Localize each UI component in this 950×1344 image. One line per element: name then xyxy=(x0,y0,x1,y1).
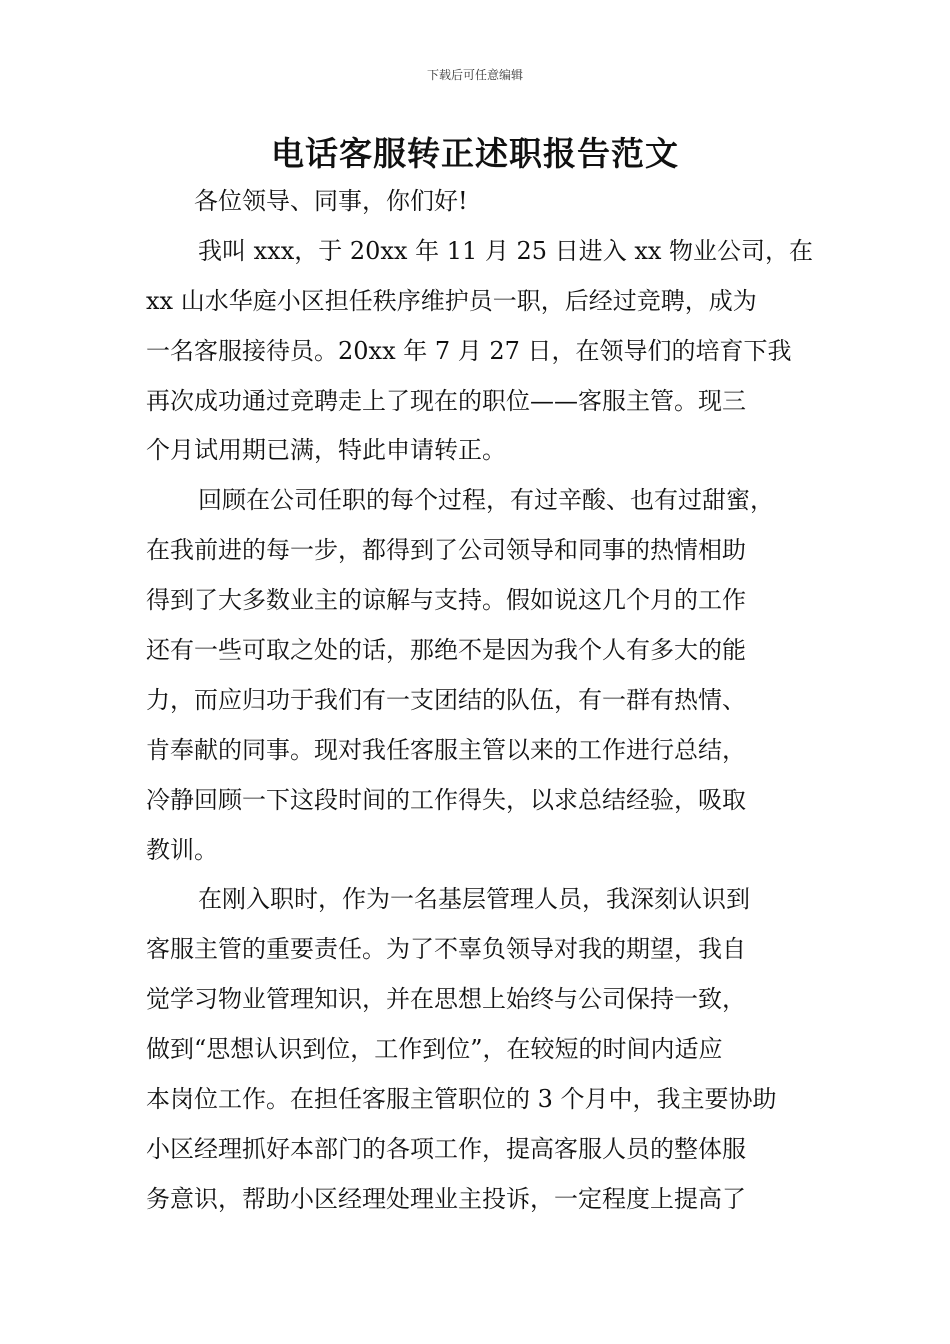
paragraph-line: 客服主管的重要责任。为了不辜负领导对我的期望，我自 xyxy=(146,935,746,964)
paragraph-line: 教训。 xyxy=(146,835,218,864)
paragraph-line: 再次成功通过竞聘走上了现在的职位——客服主管。现三 xyxy=(146,386,746,415)
paragraph-line: 一名客服接待员。20xx 年 7 月 27 日，在领导们的培育下我 xyxy=(146,336,792,365)
paragraph-line: 力，而应归功于我们有一支团结的队伍，有一群有热情、 xyxy=(146,685,746,714)
header-note: 下载后可任意编辑 xyxy=(426,68,523,82)
paragraph-line: xx 山水华庭小区担任秩序维护员一职，后经过竞聘，成为 xyxy=(146,286,757,315)
paragraph-line: 冷静回顾一下这段时间的工作得失，以求总结经验，吸取 xyxy=(146,785,746,814)
paragraph-line: 觉学习物业管理知识，并在思想上始终与公司保持一致， xyxy=(146,985,746,1014)
paragraph-line: 在我前进的每一步，都得到了公司领导和同事的热情相助 xyxy=(146,536,746,565)
paragraph-line: 肯奉献的同事。现对我任客服主管以来的工作进行总结， xyxy=(146,735,746,764)
paragraph-line: 回顾在公司任职的每个过程，有过辛酸、也有过甜蜜， xyxy=(198,486,774,515)
paragraph-line: 在刚入职时，作为一名基层管理人员，我深刻认识到 xyxy=(198,885,750,914)
paragraph-line: 还有一些可取之处的话，那绝不是因为我个人有多大的能 xyxy=(146,636,746,665)
paragraph-line: 务意识，帮助小区经理处理业主投诉，一定程度上提高了 xyxy=(146,1184,746,1213)
paragraph-line: 做到“思想认识到位，工作到位”，在较短的时间内适应 xyxy=(146,1035,723,1064)
greeting-line: 各位领导、同事，你们好! xyxy=(194,187,468,215)
paragraph-line: 个月试用期已满，特此申请转正。 xyxy=(146,436,506,465)
paragraph-line: 得到了大多数业主的谅解与支持。假如说这几个月的工作 xyxy=(146,586,746,615)
document-body xyxy=(146,177,812,1225)
paragraph-line: 本岗位工作。在担任客服主管职位的 3 个月中，我主要协助 xyxy=(146,1085,777,1114)
paragraph-line: 我叫 xxx，于 20xx 年 11 月 25 日进入 xx 物业公司，在 xyxy=(198,236,814,265)
paragraph-line: 小区经理抓好本部门的各项工作，提高客服人员的整体服 xyxy=(146,1134,746,1163)
document-title: 电话客服转正述职报告范文 xyxy=(271,134,679,173)
